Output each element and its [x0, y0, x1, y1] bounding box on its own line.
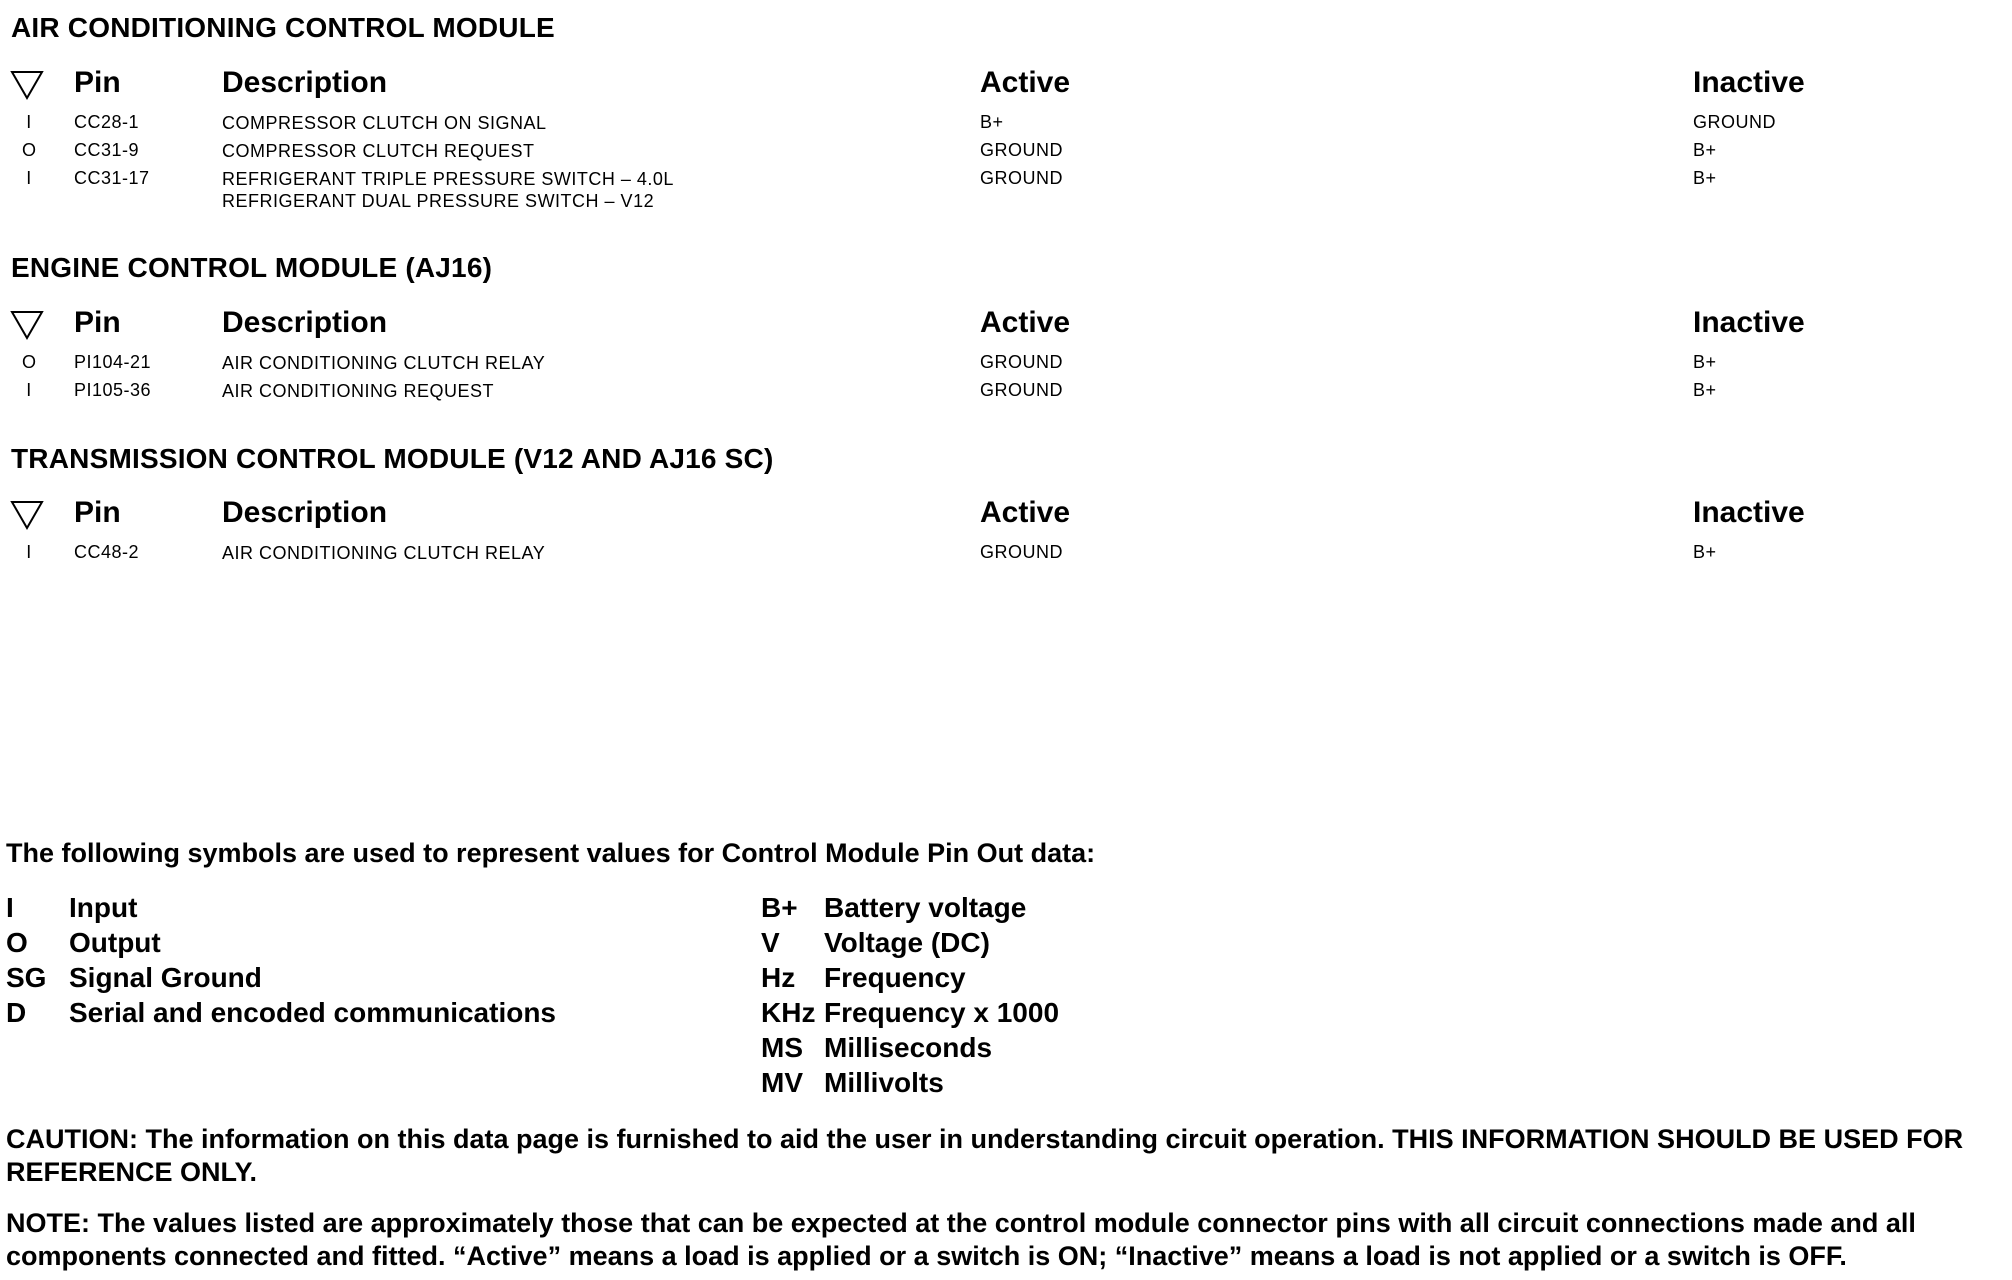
- signal-direction-triangle-icon: [10, 500, 44, 530]
- legend-meaning: Serial and encoded communications: [69, 997, 557, 1028]
- row-active-value: GROUND: [980, 542, 1063, 562]
- module-title: TRANSMISSION CONTROL MODULE (V12 AND AJ16 SC): [11, 443, 774, 474]
- legend-symbol: MS: [761, 1032, 803, 1063]
- legend-meaning: Signal Ground: [69, 962, 262, 993]
- row-active-value: B+: [980, 112, 1004, 132]
- column-header-active: Active: [980, 496, 1071, 529]
- row-description: AIR CONDITIONING CLUTCH RELAY: [222, 353, 546, 373]
- column-header-description: Description: [222, 496, 388, 529]
- row-io-type: I: [26, 112, 32, 132]
- row-description: COMPRESSOR CLUTCH REQUEST: [222, 141, 535, 161]
- signal-direction-triangle-icon: [10, 70, 44, 100]
- row-active-value: GROUND: [980, 168, 1063, 188]
- row-inactive-value: B+: [1693, 352, 1717, 372]
- legend-symbol: MV: [761, 1067, 803, 1098]
- caution-text: CAUTION: The information on this data page is furnished to aid the user in understanding circuit operation. THIS INFORMATION SHOULD BE USED FOR REFERENCE ONLY.: [6, 1124, 1964, 1187]
- module-title: ENGINE CONTROL MODULE (AJ16): [11, 252, 493, 283]
- column-header-pin: Pin: [74, 66, 121, 99]
- row-io-type: I: [26, 380, 32, 400]
- column-header-inactive: Inactive: [1693, 496, 1805, 529]
- row-inactive-value: B+: [1693, 140, 1717, 160]
- note-text: NOTE: The values listed are approximately those that can be expected at the control module connector pins with all circuit connections made and all components connected and fitted. “Active” means a load is applied or a switch is ON; “Inactive” means a load is not applied or a switch is OFF.: [6, 1208, 1916, 1271]
- row-inactive-value: B+: [1693, 168, 1717, 188]
- legend-meaning: Frequency x 1000: [824, 997, 1060, 1028]
- column-header-inactive: Inactive: [1693, 306, 1805, 339]
- column-header-pin: Pin: [74, 496, 121, 529]
- row-inactive-value: GROUND: [1693, 112, 1776, 132]
- row-description: AIR CONDITIONING REQUEST: [222, 381, 495, 401]
- row-io-type: I: [26, 542, 32, 562]
- legend-symbol: I: [6, 892, 14, 923]
- legend-symbol: Hz: [761, 962, 796, 993]
- column-header-description: Description: [222, 66, 388, 99]
- row-pin: CC48-2: [74, 542, 140, 562]
- legend-symbol: SG: [6, 962, 47, 993]
- column-header-active: Active: [980, 306, 1071, 339]
- row-io-type: I: [26, 168, 32, 188]
- legend-meaning: Output: [69, 927, 161, 958]
- row-active-value: GROUND: [980, 140, 1063, 160]
- row-pin: CC28-1: [74, 112, 140, 132]
- row-pin: CC31-17: [74, 168, 150, 188]
- legend-meaning: Battery voltage: [824, 892, 1027, 923]
- row-active-value: GROUND: [980, 352, 1063, 372]
- row-pin: PI105-36: [74, 380, 152, 400]
- row-pin: PI104-21: [74, 352, 152, 372]
- row-description: COMPRESSOR CLUTCH ON SIGNAL: [222, 113, 547, 133]
- legend-symbol: O: [6, 927, 28, 958]
- legend-meaning: Input: [69, 892, 138, 923]
- row-description: AIR CONDITIONING CLUTCH RELAY: [222, 543, 546, 563]
- column-header-description: Description: [222, 306, 388, 339]
- legend-symbol: V: [761, 927, 780, 958]
- column-header-active: Active: [980, 66, 1071, 99]
- row-io-type: O: [22, 352, 37, 372]
- signal-direction-triangle-icon: [10, 310, 44, 340]
- legend-meaning: Millivolts: [824, 1067, 944, 1098]
- legend-symbol: KHz: [761, 997, 816, 1028]
- column-header-pin: Pin: [74, 306, 121, 339]
- legend-heading: The following symbols are used to represent values for Control Module Pin Out data:: [6, 838, 1096, 868]
- module-title: AIR CONDITIONING CONTROL MODULE: [11, 12, 555, 43]
- legend-meaning: Voltage (DC): [824, 927, 990, 958]
- legend-symbol: B+: [761, 892, 798, 923]
- row-active-value: GROUND: [980, 380, 1063, 400]
- row-pin: CC31-9: [74, 140, 140, 160]
- row-inactive-value: B+: [1693, 380, 1717, 400]
- legend-symbol: D: [6, 997, 27, 1028]
- row-description-line2: REFRIGERANT DUAL PRESSURE SWITCH – V12: [222, 191, 655, 211]
- row-inactive-value: B+: [1693, 542, 1717, 562]
- row-description: REFRIGERANT TRIPLE PRESSURE SWITCH – 4.0L: [222, 169, 674, 189]
- column-header-inactive: Inactive: [1693, 66, 1805, 99]
- row-io-type: O: [22, 140, 37, 160]
- legend-meaning: Milliseconds: [824, 1032, 993, 1063]
- legend-meaning: Frequency: [824, 962, 966, 993]
